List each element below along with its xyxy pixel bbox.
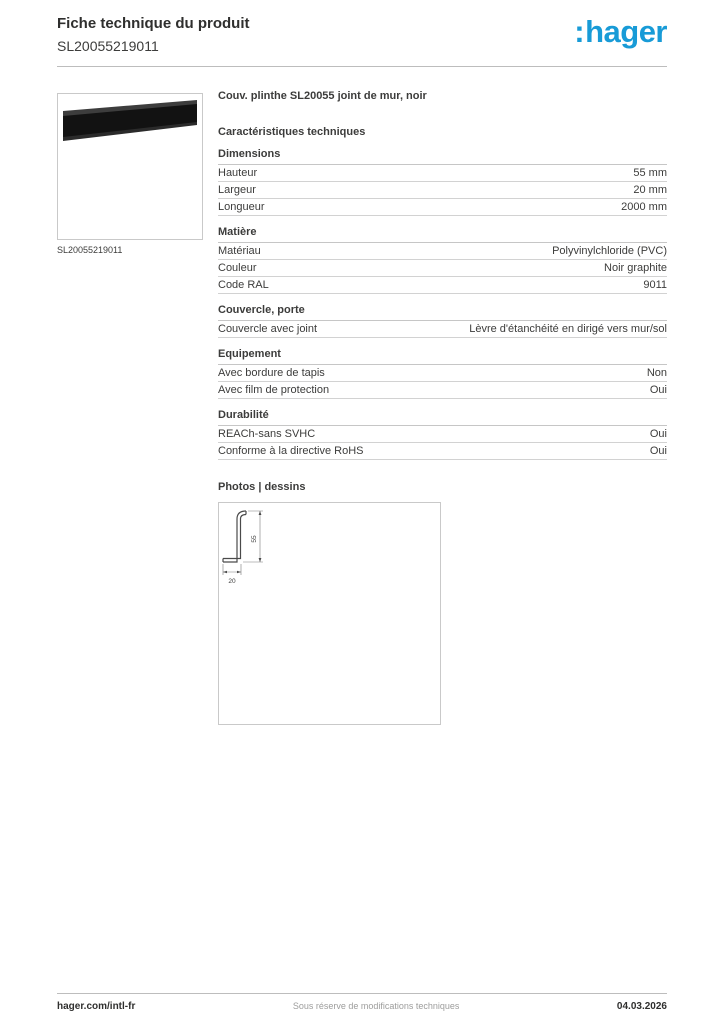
footer-date: 04.03.2026 bbox=[616, 1001, 667, 1012]
spec-row bbox=[218, 182, 667, 199]
spec-section-equipement bbox=[218, 349, 667, 399]
technical-drawing bbox=[218, 502, 441, 725]
spec-label: Code RAL bbox=[218, 279, 269, 291]
spec-section-couvercle bbox=[218, 305, 667, 338]
drawing-dim-height-label: 55 bbox=[251, 535, 258, 543]
photos-title: Photos | dessins bbox=[218, 481, 306, 493]
spec-value: Non bbox=[646, 367, 667, 379]
header bbox=[57, 15, 250, 54]
spec-value: Oui bbox=[649, 445, 667, 457]
section-title: Durabilité bbox=[218, 410, 667, 426]
spec-value: 20 mm bbox=[633, 184, 667, 196]
spec-label: Couleur bbox=[218, 262, 257, 274]
product-photo-illustration bbox=[58, 94, 202, 239]
spec-label: Couvercle avec joint bbox=[218, 323, 318, 335]
characteristics-title: Caractéristiques techniques bbox=[218, 126, 366, 138]
product-image-column bbox=[57, 93, 203, 255]
spec-label: Conforme à la directive RoHS bbox=[218, 445, 364, 457]
product-image bbox=[57, 93, 203, 240]
spec-section-dimensions bbox=[218, 149, 667, 216]
spec-row bbox=[218, 365, 667, 382]
spec-label: REACh-sans SVHC bbox=[218, 428, 316, 440]
spec-section-durabilite bbox=[218, 410, 667, 460]
section-title: Dimensions bbox=[218, 149, 667, 165]
footer-url-link[interactable]: hager.com/intl-fr bbox=[57, 1001, 136, 1012]
spec-row bbox=[218, 277, 667, 294]
spec-label: Matériau bbox=[218, 245, 261, 257]
spec-row bbox=[218, 443, 667, 460]
spec-label: Largeur bbox=[218, 184, 256, 196]
spec-row bbox=[218, 382, 667, 399]
logo-text: hager bbox=[585, 14, 667, 49]
spec-row bbox=[218, 260, 667, 277]
spec-value: Lèvre d'étanchéité en dirigé vers mur/sol bbox=[469, 323, 667, 335]
spec-value: 2000 mm bbox=[621, 201, 667, 213]
profile-drawing bbox=[219, 503, 440, 724]
spec-label: Longueur bbox=[218, 201, 265, 213]
main-content bbox=[218, 91, 667, 725]
spec-row bbox=[218, 165, 667, 182]
product-name: Couv. plinthe SL20055 joint de mur, noir bbox=[218, 90, 427, 102]
spec-value: 9011 bbox=[643, 279, 667, 291]
spec-row bbox=[218, 321, 667, 338]
spec-value: Polyvinylchloride (PVC) bbox=[552, 245, 667, 257]
footer-note: Sous réserve de modifications techniques bbox=[292, 1001, 460, 1011]
logo-colon-icon: : bbox=[574, 14, 585, 49]
section-title: Matière bbox=[218, 227, 667, 243]
drawing-dim-width-label: 20 bbox=[228, 578, 236, 585]
section-title: Couvercle, porte bbox=[218, 305, 667, 321]
spec-label: Avec film de protection bbox=[218, 384, 330, 396]
spec-section-matiere bbox=[218, 227, 667, 294]
spec-value: Noir graphite bbox=[604, 262, 667, 274]
spec-row bbox=[218, 243, 667, 260]
spec-row bbox=[218, 199, 667, 216]
spec-value: Oui bbox=[649, 428, 667, 440]
hager-logo bbox=[574, 16, 667, 47]
spec-value: Oui bbox=[649, 384, 667, 396]
header-divider bbox=[57, 66, 667, 67]
header-product-code: SL20055219011 bbox=[57, 38, 159, 54]
spec-label: Avec bordure de tapis bbox=[218, 367, 325, 379]
spec-row bbox=[218, 426, 667, 443]
page-title: Fiche technique du produit bbox=[57, 15, 250, 32]
spec-value: 55 mm bbox=[633, 167, 667, 179]
spec-label: Hauteur bbox=[218, 167, 258, 179]
section-title: Equipement bbox=[218, 349, 667, 365]
product-image-caption: SL20055219011 bbox=[57, 245, 123, 255]
footer bbox=[57, 993, 667, 1012]
